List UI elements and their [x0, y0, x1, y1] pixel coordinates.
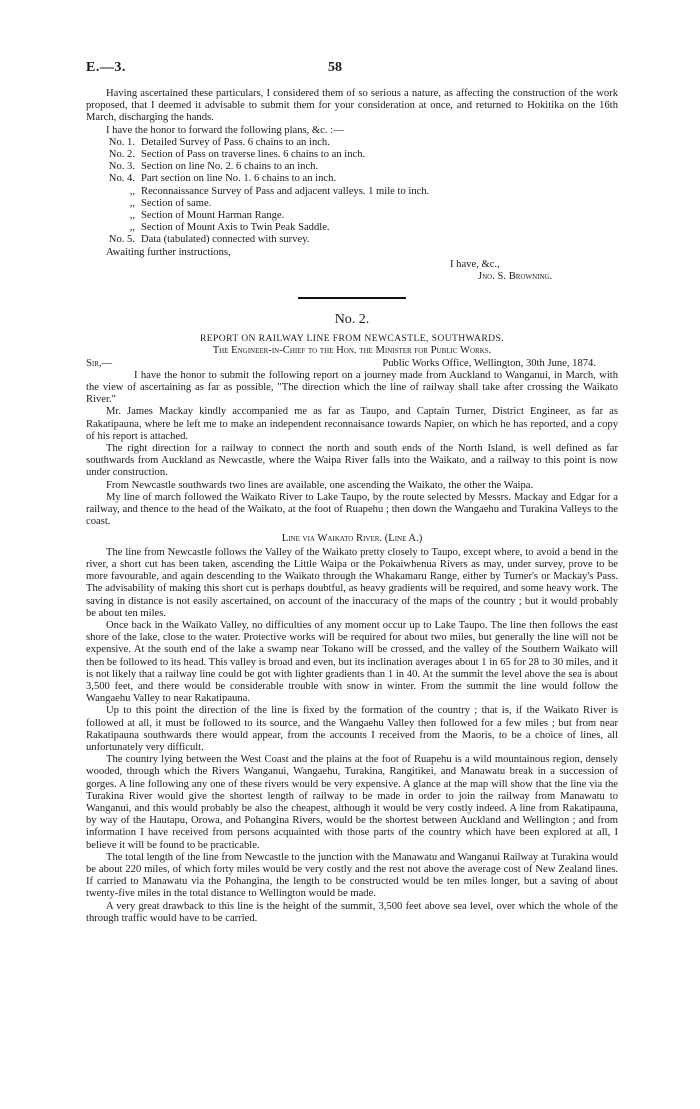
- report-title: REPORT ON RAILWAY LINE FROM NEWCASTLE, SOUTHWARDS.: [199, 333, 505, 345]
- item-text: Section of same.: [141, 197, 212, 209]
- page-number: 58: [328, 60, 342, 75]
- section-paragraph: The total length of the line from Newcastle to the junction with the Manawatu and Wanganui Railway at Turakina would be about 220 miles, of which forty miles would be very costly and the rest not above the average cost of New Zealand lines. If carried to Manawatu via the Pohangina, the length to be constructed would be ten miles longer, but a saving of about twenty-five miles in the total distance to Wellington would be made.: [86, 851, 618, 900]
- list-item: [103, 173, 618, 185]
- item-label: No. 1.: [108, 136, 135, 148]
- section-paragraph: The line from Newcastle follows the Valley of the Waikato pretty closely to Taupo, except where, to avoid a bend in the river, a short cut has been taken, ascending the Little Waipa or the Pokaiwhenua Rivers as may, under survey, prove to be more favourable, and again descending to the Waikato through the Whakamaru Range, either by Turner's or Mackay's Pass. The advisability of making this short cut is perhaps doubtful, as heavy gradients will be required, and some heavy work. The saving in distance is not easily ascertained, on account of the inaccuracy of the maps of the country ; but it would probably be about ten miles.: [86, 546, 618, 619]
- section-divider: [298, 297, 406, 299]
- document-code: E.—3.: [86, 60, 126, 75]
- section-paragraph: A very great drawback to this line is the height of the summit, 3,500 feet above sea level, over which the whole of the through traffic would have to be carried.: [86, 900, 618, 924]
- section-paragraph: The country lying between the West Coast and the plains at the foot of Ruapehu is a wild mountainous region, densely wooded, through which the Rivers Wanganui, Wangaehu, Turakina, Rangitikei, and Manawatu break in a succession of gorges. A line following any one of these rivers would be very expensive. A glance at the map will show that the line via the Turakina River would give the shortest length of railway to be made in order to join the railway from Manawatu to Wanganui, and this would probably be also the cheapest, although it would be very costly indeed. A line from Rakatipauna, by way of the Hautapu, Orowa, and Pohangina Rivers, would be the shortest between Auckland and Wellington ; and from information I have received from persons acquainted with those parts of the country which have been explored at all, I believe it will be found to be practicable.: [86, 754, 618, 851]
- item-text: Section of Mount Harman Range.: [141, 210, 285, 222]
- salutation-row: [86, 358, 618, 370]
- section-paragraph: Once back in the Waikato Valley, no difficulties of any moment occur up to Lake Taupo. The line then follows the east shore of the lake, close to the water. Protective works will be required for about two miles, but generally the line will not be expensive. At the south end of the lake a swamp near Tokano will be crossed, and the valley of the Southern Waikato will then be followed to its head. This valley is broad and even, but its inclination averages about 1 in 65 for 28 to 30 miles, and it is not likely that a railway line could be got with lighter gradients than 1 in 40. At the summit the level above the sea is about 3,500 feet, and there would be considerable trouble with snow in winter. From the summit the line would follow the Wangaehu Valley to near Rakatipauna.: [86, 619, 618, 705]
- item-label: No. 4.: [108, 173, 135, 185]
- section-heading: Line via Waikato River. (Line A.): [281, 532, 423, 544]
- item-text: Data (tabulated) connected with survey.: [141, 234, 310, 246]
- item-label: No. 5.: [108, 234, 135, 246]
- item-label: ,,: [129, 222, 135, 234]
- list-item: [103, 222, 618, 234]
- list-item: [103, 234, 618, 246]
- list-item: [103, 137, 618, 149]
- salutation: Sir,—: [86, 357, 113, 369]
- list-item: [103, 210, 618, 222]
- item-text: Section on line No. 2. 6 chains to an inch.: [141, 161, 319, 173]
- item-text: Reconnaissance Survey of Pass and adjacent valleys. 1 mile to inch.: [141, 185, 430, 197]
- section-paragraph: Up to this point the direction of the line is fixed by the formation of the country ; that is, if the Waikato River is followed at all, it must be followed to its source, and the Wangaehu Valley then followed for a few miles ; but from near Rakatipauna southwards there would appear, from the accounts I received from the Maoris, to be a choice of lines, all unfortunately very difficult.: [86, 705, 618, 753]
- closing-line: Awaiting further instructions,: [106, 246, 231, 258]
- item-label: ,,: [129, 197, 135, 209]
- intro-paragraph: Having ascertained these particulars, I considered them of so serious a nature, as affecting the construction of the work proposed, that I deemed it advisable to submit them for your consideration at once, and returned to Hokitika on the 16th March, discharging the hands.: [86, 88, 618, 124]
- report-number: No. 2.: [334, 312, 370, 328]
- text-column: [86, 88, 618, 925]
- signature-name: Jno. S. Browning.: [478, 271, 553, 283]
- item-text: Section of Mount Axis to Twin Peak Saddle.: [141, 222, 330, 234]
- report-paragraph: I have the honor to submit the following report on a journey made from Auckland to Wanganui, in March, with the view of ascertaining as far as possible, "The direction which the line of railway shall take after crossing the Waikato River.": [86, 369, 618, 406]
- signoff: I have, &c.,: [450, 258, 500, 270]
- report-paragraph: My line of march followed the Waikato River to Lake Taupo, by the route selected by Messrs. Mackay and Edgar for a railway, and thence to the head of the Waikato, at the foot of Ruapehu ; then down the Wangaehu and Turakina Valleys to the coast.: [86, 491, 618, 528]
- report-paragraph: Mr. James Mackay kindly accompanied me as far as Taupo, and Captain Turner, District Engineer, as far as Rakatipauna, where he left me to make an independent reconnaisance towards Napier, on which he has reported, and a copy of his report is attached.: [86, 406, 618, 442]
- item-text: Detailed Survey of Pass. 6 chains to an inch.: [141, 136, 330, 148]
- list-item: [103, 149, 618, 161]
- list-item: [103, 186, 618, 198]
- plans-list: [86, 137, 618, 247]
- item-label: ,,: [129, 185, 135, 197]
- report-paragraph: The right direction for a railway to connect the north and south ends of the North Island, is well defined as far southwards from Auckland as Newcastle, where the Waipa River falls into the Waikato, and a railway to this point is now under construction.: [86, 443, 618, 479]
- list-item: [103, 198, 618, 210]
- list-item: [103, 161, 618, 173]
- item-text: Section of Pass on traverse lines. 6 chains to an inch.: [141, 149, 366, 161]
- plans-intro: I have the honor to forward the following plans, &c. :—: [106, 124, 344, 136]
- report-paragraph: From Newcastle southwards two lines are available, one ascending the Waikato, the other the Waipa.: [106, 479, 534, 491]
- report-addressee: The Engineer-in-Chief to the Hon. the Minister for Public Works.: [212, 345, 492, 357]
- item-text: Part section on line No. 1. 6 chains to an inch.: [141, 173, 337, 185]
- item-label: ,,: [129, 210, 135, 222]
- item-label: No. 2.: [108, 149, 135, 161]
- item-label: No. 3.: [108, 161, 135, 173]
- office-date: Public Works Office, Wellington, 30th June, 1874.: [382, 357, 596, 369]
